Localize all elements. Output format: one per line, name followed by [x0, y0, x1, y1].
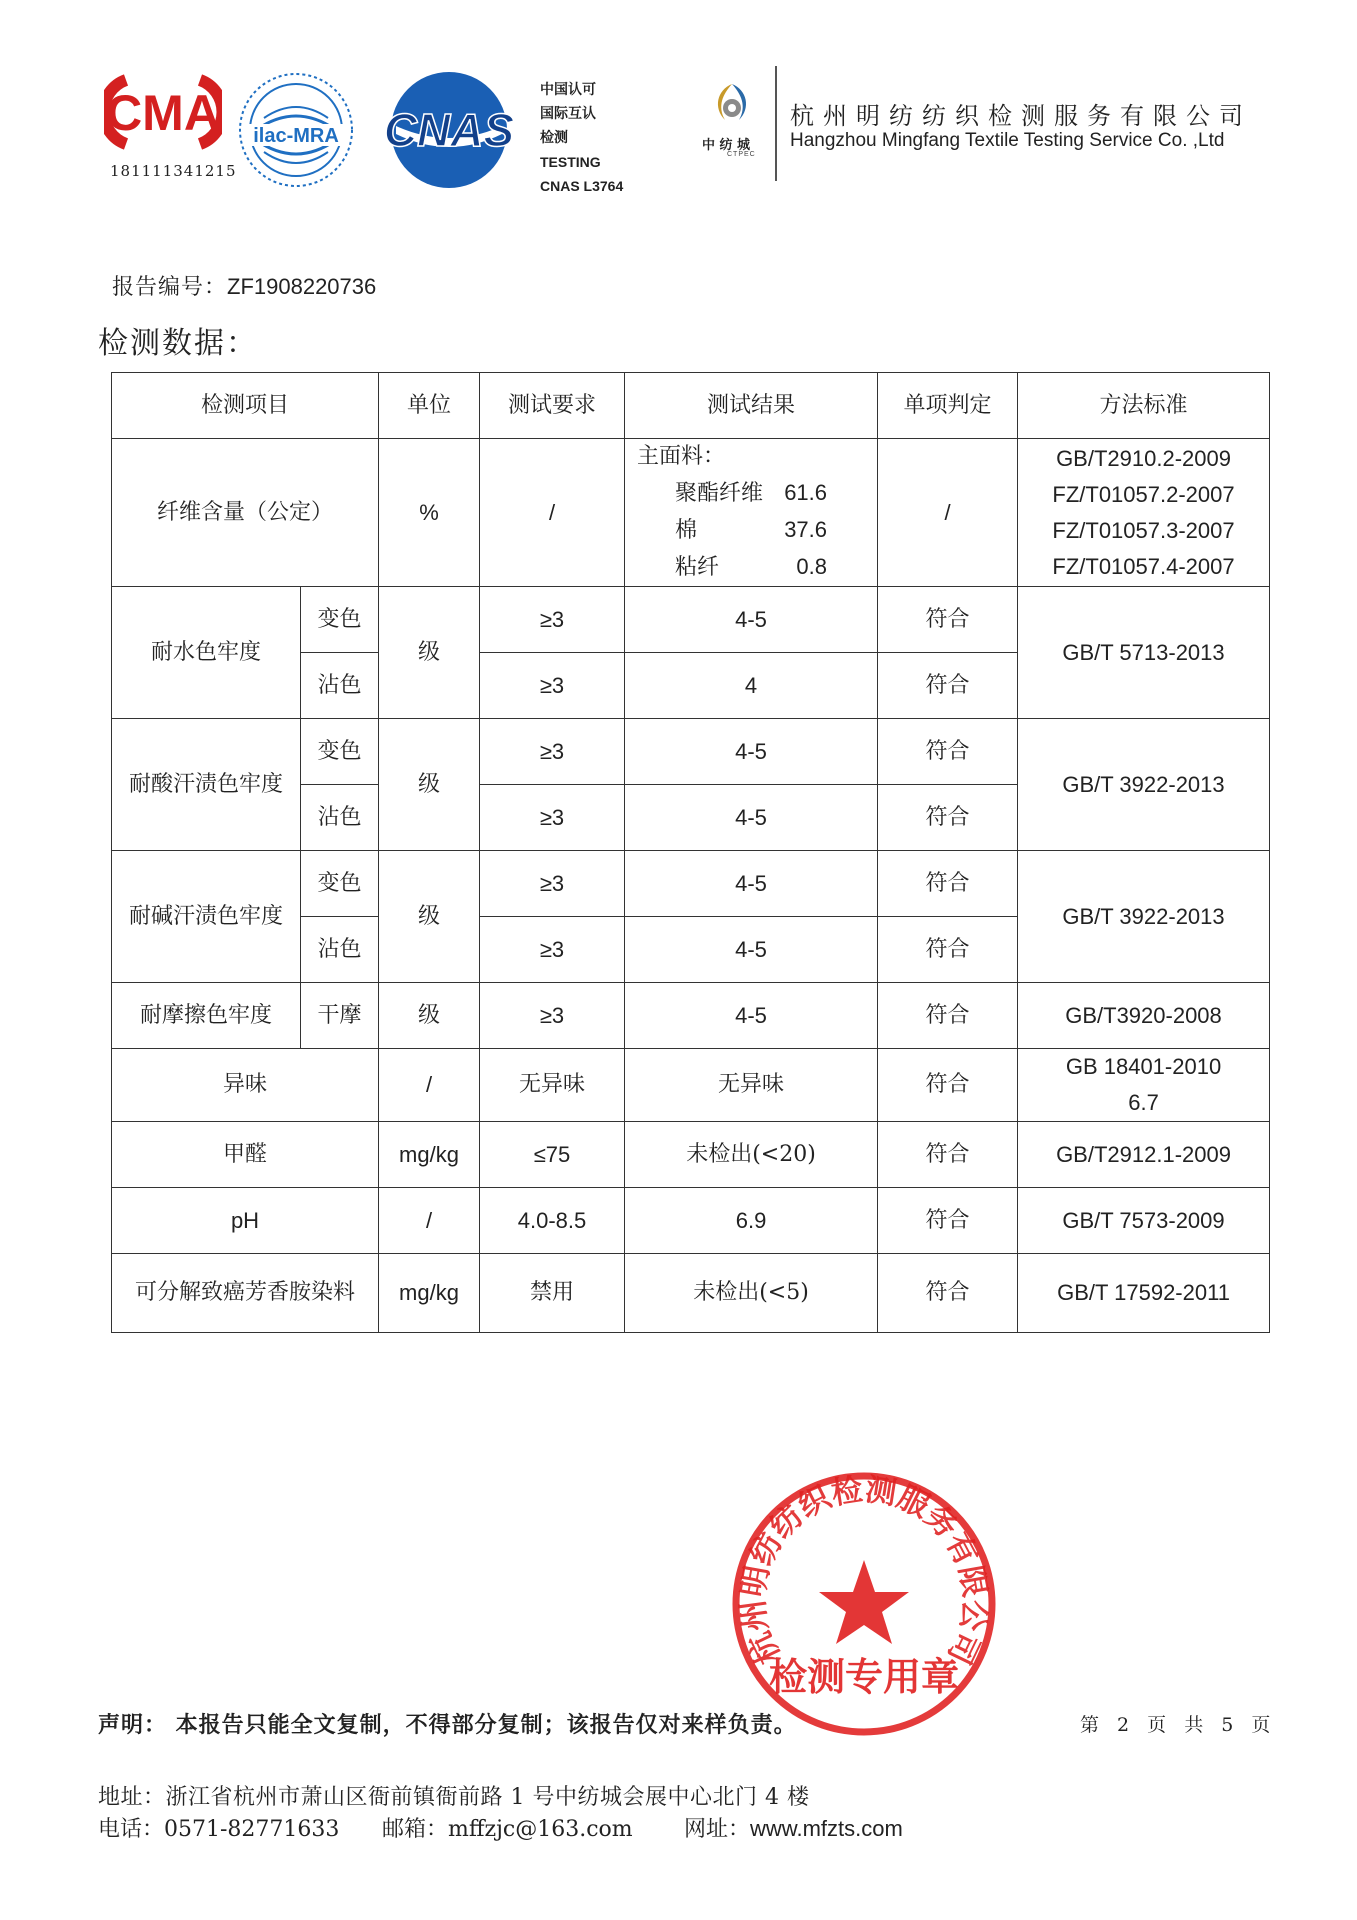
email-text: 邮箱：mffzjc@163.com [382, 1817, 633, 1842]
header-cell: 检测项目 [112, 373, 379, 439]
item-cell: 耐酸汗渍色牢度 [112, 719, 301, 851]
result-cell: 未检出(<5) [625, 1254, 878, 1333]
ilac-logo-text: ilac-MRA [253, 125, 339, 147]
item-cell: 可分解致癌芳香胺染料 [112, 1254, 379, 1333]
standard-cell: GB/T3920-2008 [1018, 983, 1270, 1049]
official-seal [728, 1468, 1000, 1740]
judgement-cell: 符合 [878, 785, 1018, 851]
result-cell: 4-5 [625, 983, 878, 1049]
composition-line: 粘纤 0.8 [675, 554, 828, 580]
ctpec-sub: CTPEC [727, 151, 756, 158]
item-cell: 甲醛 [112, 1122, 379, 1188]
cma-logo [104, 72, 222, 152]
judgement-cell: 符合 [878, 1188, 1018, 1254]
company-name-en: Hangzhou Mingfang Textile Testing Service Co. ,Ltd [790, 130, 1225, 151]
sub-item-cell: 变色 [301, 587, 379, 653]
cnas-line: 国际互认 [540, 106, 596, 122]
ctpec-logo [707, 80, 757, 130]
table-row [112, 1122, 1270, 1188]
table-row [112, 587, 1270, 653]
result-cell: 未检出(<20) [625, 1122, 878, 1188]
requirement-cell: ≤75 [480, 1122, 625, 1188]
sub-item-cell: 沾色 [301, 653, 379, 719]
requirement-cell: 禁用 [480, 1254, 625, 1333]
item-cell: 耐碱汗渍色牢度 [112, 851, 301, 983]
result-cell: 4-5 [625, 785, 878, 851]
requirement-cell: / [480, 439, 625, 587]
cnas-line: CNAS L3764 [540, 178, 624, 194]
header-cell: 单位 [379, 373, 480, 439]
contact-line [98, 1812, 903, 1843]
result-cell [625, 439, 878, 587]
page-indicator: 第 2 页 共 5 页 [1080, 1714, 1277, 1736]
ilac-mra-logo [236, 68, 356, 192]
sub-item-cell: 沾色 [301, 917, 379, 983]
cnas-logo [374, 68, 524, 192]
cnas-line: TESTING [540, 154, 601, 170]
result-cell: 无异味 [625, 1049, 878, 1122]
header-divider [775, 66, 777, 181]
sub-item-cell: 变色 [301, 851, 379, 917]
website-link[interactable]: www.mfzts.com [750, 1816, 903, 1841]
table-row [112, 1188, 1270, 1254]
item-cell: 异味 [112, 1049, 379, 1122]
cnas-logo-text: CNAS [383, 104, 515, 156]
judgement-cell: 符合 [878, 917, 1018, 983]
standard-cell: GB/T 17592-2011 [1018, 1254, 1270, 1333]
table-row [112, 1049, 1270, 1122]
table-row [112, 983, 1270, 1049]
report-number [112, 270, 376, 301]
sub-item-cell: 干摩 [301, 983, 379, 1049]
cnas-accreditation-text [540, 78, 623, 198]
result-cell: 4 [625, 653, 878, 719]
requirement-cell: ≥3 [480, 785, 625, 851]
judgement-cell: 符合 [878, 851, 1018, 917]
table-row [112, 719, 1270, 785]
standard-cell: GB/T2912.1-2009 [1018, 1122, 1270, 1188]
standard-cell: GB/T 3922-2013 [1018, 719, 1270, 851]
header-cell: 测试要求 [480, 373, 625, 439]
unit-cell: 级 [379, 587, 480, 719]
result-cell: 4-5 [625, 587, 878, 653]
sub-item-cell: 变色 [301, 719, 379, 785]
unit-cell: mg/kg [379, 1122, 480, 1188]
item-cell: 耐水色牢度 [112, 587, 301, 719]
result-cell: 4-5 [625, 851, 878, 917]
result-cell: 4-5 [625, 917, 878, 983]
result-cell: 6.9 [625, 1188, 878, 1254]
requirement-cell: ≥3 [480, 587, 625, 653]
result-title: 主面料： [637, 444, 726, 469]
seal-bottom-text: 检测专用章 [768, 1654, 960, 1699]
unit-cell: / [379, 1188, 480, 1254]
unit-cell: 级 [379, 719, 480, 851]
judgement-cell: 符合 [878, 587, 1018, 653]
header-cell: 单项判定 [878, 373, 1018, 439]
judgement-cell: / [878, 439, 1018, 587]
requirement-cell: ≥3 [480, 653, 625, 719]
judgement-cell: 符合 [878, 1254, 1018, 1333]
composition-line: 聚酯纤维 61.6 [675, 480, 828, 506]
ctpec-name: 中 纺 城 [702, 138, 751, 153]
cma-number: 181111341215 [110, 162, 237, 180]
table-row [112, 439, 1270, 587]
item-cell: pH [112, 1188, 379, 1254]
judgement-cell: 符合 [878, 719, 1018, 785]
report-number-label: 报告编号： [112, 275, 228, 300]
judgement-cell: 符合 [878, 1049, 1018, 1122]
company-name-cn: 杭州明纺纺织检测服务有限公司 [790, 102, 1252, 130]
section-title: 检测数据： [98, 326, 258, 361]
composition-line: 棉 37.6 [675, 517, 828, 543]
result-cell: 4-5 [625, 719, 878, 785]
standard-cell: GB/T2910.2-2009 FZ/T01057.2-2007 FZ/T01057.3-2007 FZ/T01057.4-2007 [1018, 439, 1270, 587]
unit-cell: 级 [379, 851, 480, 983]
cnas-line: 检测 [540, 130, 568, 146]
judgement-cell: 符合 [878, 653, 1018, 719]
standard-cell: GB/T 7573-2009 [1018, 1188, 1270, 1254]
sub-item-cell: 沾色 [301, 785, 379, 851]
table-header-row [112, 373, 1270, 439]
unit-cell: mg/kg [379, 1254, 480, 1333]
table-row [112, 851, 1270, 917]
requirement-cell: ≥3 [480, 851, 625, 917]
requirement-cell: 无异味 [480, 1049, 625, 1122]
standard-cell: GB 18401-2010 6.7 [1018, 1049, 1270, 1122]
requirement-cell: ≥3 [480, 983, 625, 1049]
header-cell: 测试结果 [625, 373, 878, 439]
requirement-cell: ≥3 [480, 917, 625, 983]
header-cell: 方法标准 [1018, 373, 1270, 439]
phone-text: 电话：0571-82771633 [98, 1817, 340, 1842]
table-row [112, 1254, 1270, 1333]
disclaimer-statement: 声明： 本报告只能全文复制，不得部分复制；该报告仅对来样负责。 [98, 1712, 797, 1738]
unit-cell: % [379, 439, 480, 587]
judgement-cell: 符合 [878, 983, 1018, 1049]
item-cell: 纤维含量（公定） [112, 439, 379, 587]
standard-cell: GB/T 3922-2013 [1018, 851, 1270, 983]
seal-star-icon [819, 1560, 909, 1644]
requirement-cell: 4.0-8.5 [480, 1188, 625, 1254]
standard-cell: GB/T 5713-2013 [1018, 587, 1270, 719]
company-address: 地址：浙江省杭州市萧山区衙前镇衙前路 1 号中纺城会展中心北门 4 楼 [98, 1785, 810, 1810]
cnas-line: 中国认可 [540, 82, 596, 98]
unit-cell: 级 [379, 983, 480, 1049]
seal-ring-text: 杭州明纺纺织检测服务有限公司 [735, 1471, 993, 1670]
item-cell: 耐摩擦色牢度 [112, 983, 301, 1049]
requirement-cell: ≥3 [480, 719, 625, 785]
unit-cell: / [379, 1049, 480, 1122]
cma-logo-text: CMA [106, 85, 220, 141]
judgement-cell: 符合 [878, 1122, 1018, 1188]
test-data-table [111, 372, 1270, 1333]
website-label: 网址： [684, 1817, 751, 1842]
report-number-value: ZF1908220736 [227, 274, 377, 299]
